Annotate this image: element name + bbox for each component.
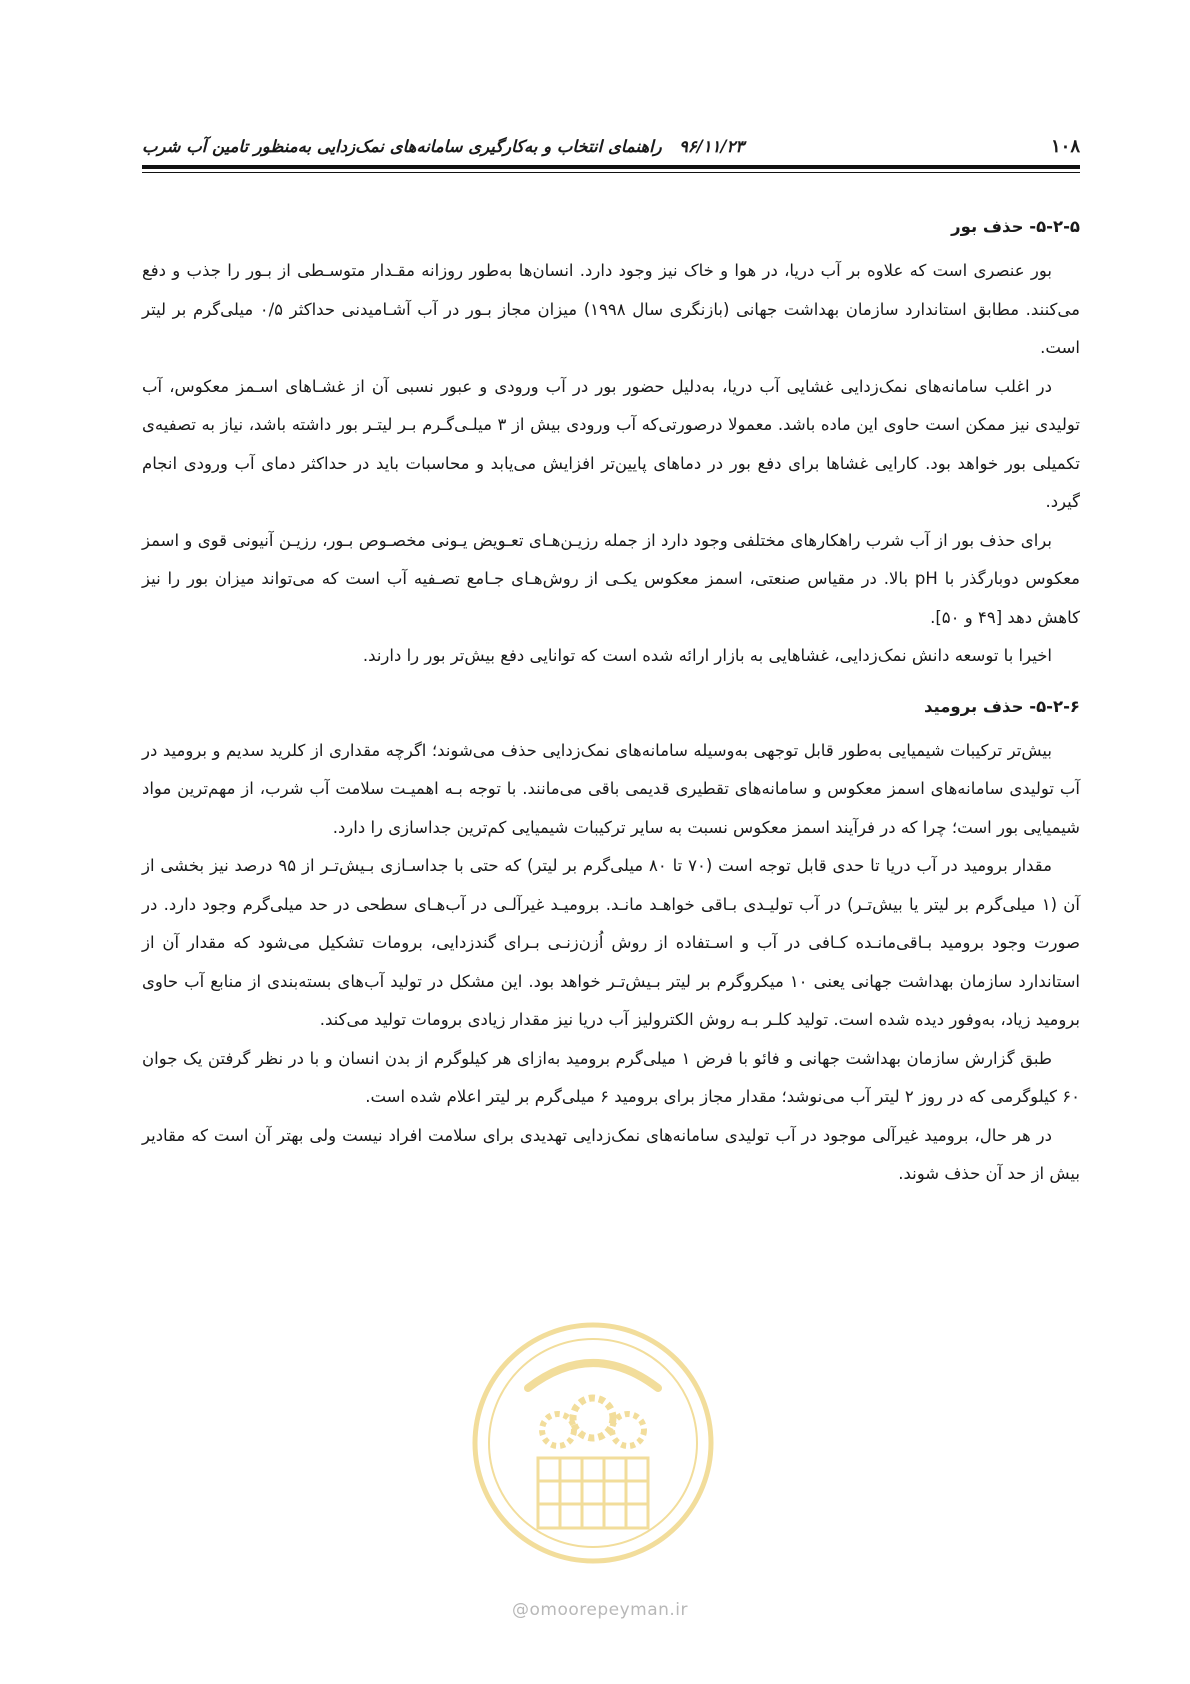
paragraph: در هر حال، بروميد غیرآلی موجود در آب تولیدی سامانه‌های نمک‌زدایی تهدیدی برای سلامت افراد نیست ولی بهتر آن است که مقادیر بیش از حد آن حذف شوند.: [142, 1125, 1080, 1183]
paragraph: طبق گزارش سازمان بهداشت جهانی و فائو با فرض ۱ میلی‌گرم بروميد به‌ازای هر کیلوگرم از بدن انسان و با در نظر گرفتن یک جوان ۶۰ کیلوگرمی که در روز ۲ لیتر آب می‌نوشد؛ مقدار مجاز برای بروميد ۶ میلی‌گرم بر لیتر اعلام شده است.: [142, 1048, 1080, 1106]
paragraph: مقدار بروميد در آب دریا تا حدی قابل توجه است (۷۰ تا ۸۰ میلی‌گرم بر لیتر) که حتی با جداسـازی بـیش‌تـر از ۹۵ درصد نیز بخشی از آن (۱ میلی‌گرم بر لیتر یا بیش‌تـر) در آب تولیـدی بـاقی خواهـد مانـد. بروميـد غیرآلـی در آب‌هـای سطحی در حد میلی‌گرم وجود دارد. در صورت وجود بروميد بـاقی‌مانـده کـافی در آب و اسـتفاده از روش اُزن‌زنـی بـرای گندزدایی، برومات تشکیل می‌شود که مقدار آن از استاندارد سازمان بهداشت جهانی یعنی ۱۰ میکروگرم بر لیتر بـیش‌تـر خواهد بود. این مشکل در تولید آب‌های بسته‌بندی از منابع آب حاوی بروميد زیاد، به‌وفور دیده شده است. تولید کلـر بـه روش الکترولیز آب دریا نیز مقدار زیادی برومات تولید می‌کند.: [142, 856, 1080, 1029]
paragraph: بور عنصری است که علاوه بر آب دریا، در هوا و خاک نیز وجود دارد. انسان‌ها به‌طور روزانه مقـدار متوسـطی از بـور را جذب و دفع می‌کنند. مطابق استاندارد سازمان بهداشت جهانی (بازنگری سال ۱۹۹۸) میزان مجاز بـور در آب آشـامیدنی حداکثر ۰/۵ میلی‌گرم بر لیتر است.: [142, 261, 1080, 357]
header-rule-thin: [142, 172, 1080, 173]
watermark-url: @omoorepeyman.ir: [511, 1600, 689, 1620]
header-title-line: [142, 137, 744, 156]
header-rule-thick: [142, 165, 1080, 169]
main-content: [142, 212, 1080, 1194]
header-title: راهنمای انتخاب و به‌کارگیری سامانه‌های نمک‌زدایی به‌منظور تامین آب شرب: [142, 136, 662, 156]
section-heading-bromide-removal: ۵-۲-۶- حذف بروميد: [923, 696, 1080, 716]
paragraph: اخیرا با توسعه دانش نمک‌زدایی، غشاهایی به بازار ارائه شده است که توانایی دفع بیش‌تر بور را دارند.: [362, 646, 1052, 665]
header-date: ۹۶/۱۱/۲۳: [678, 136, 745, 156]
section-heading-boron-removal: ۵-۲-۵- حذف بور: [951, 217, 1080, 236]
paragraph: برای حذف بور از آب شرب راهکارهای مختلفی وجود دارد از جمله رزیـن‌هـای تعـویض یـونی مخصـوص بـور، رزیـن آنیونی قوی و اسمز معکوس دوبارگذر با pH بالا. در مقیاس صنعتی، اسمز معکوس یکـی از روش‌هـای جـامع تصـفیه آب است که می‌تواند میزان بور را نیز کاهش دهد [۴۹ و ۵۰].: [142, 530, 1080, 627]
page-number: ۱۰۸: [1050, 135, 1080, 157]
paragraph: بیش‌تر ترکیبات شیمیایی به‌طور قابل توجهی به‌وسیله سامانه‌های نمک‌زدایی حذف می‌شوند؛ اگرچه مقداری از کلرید سدیم و بروميد در آب تولیدی سامانه‌های اسمز معکوس و سامانه‌های تقطیری قدیمی باقی می‌مانند. با توجه بـه اهمیـت سلامت آب شرب، از مهم‌ترین مواد شیمیایی بور است؛ چرا که در فرآیند اسمز معکوس نسبت به سایر ترکیبات شیمیایی کم‌ترین جداسازی را دارد.: [142, 740, 1080, 837]
watermark-logo-icon: [468, 1318, 718, 1568]
paragraph: در اغلب سامانه‌های نمک‌زدایی غشایی آب دریا، به‌دلیل حضور بور در آب ورودی و عبور نسبی آن از غشـاهای اسـمز معکوس، آب تولیدی نیز ممکن است حاوی این ماده باشد. معمولا درصورتی‌که آب ورودی بیش از ۳ میلـی‌گـرم بـر لیتـر بور داشته باشد، نیاز به تصفیه‌ی تکمیلی بور خواهد بود. کارایی غشاها برای دفع بور در دماهای پایین‌تر افزایش می‌یابد و محاسبات باید در حداکثر دمای آب ورودی انجام گیرد.: [142, 376, 1080, 511]
running-header: [142, 128, 1080, 164]
